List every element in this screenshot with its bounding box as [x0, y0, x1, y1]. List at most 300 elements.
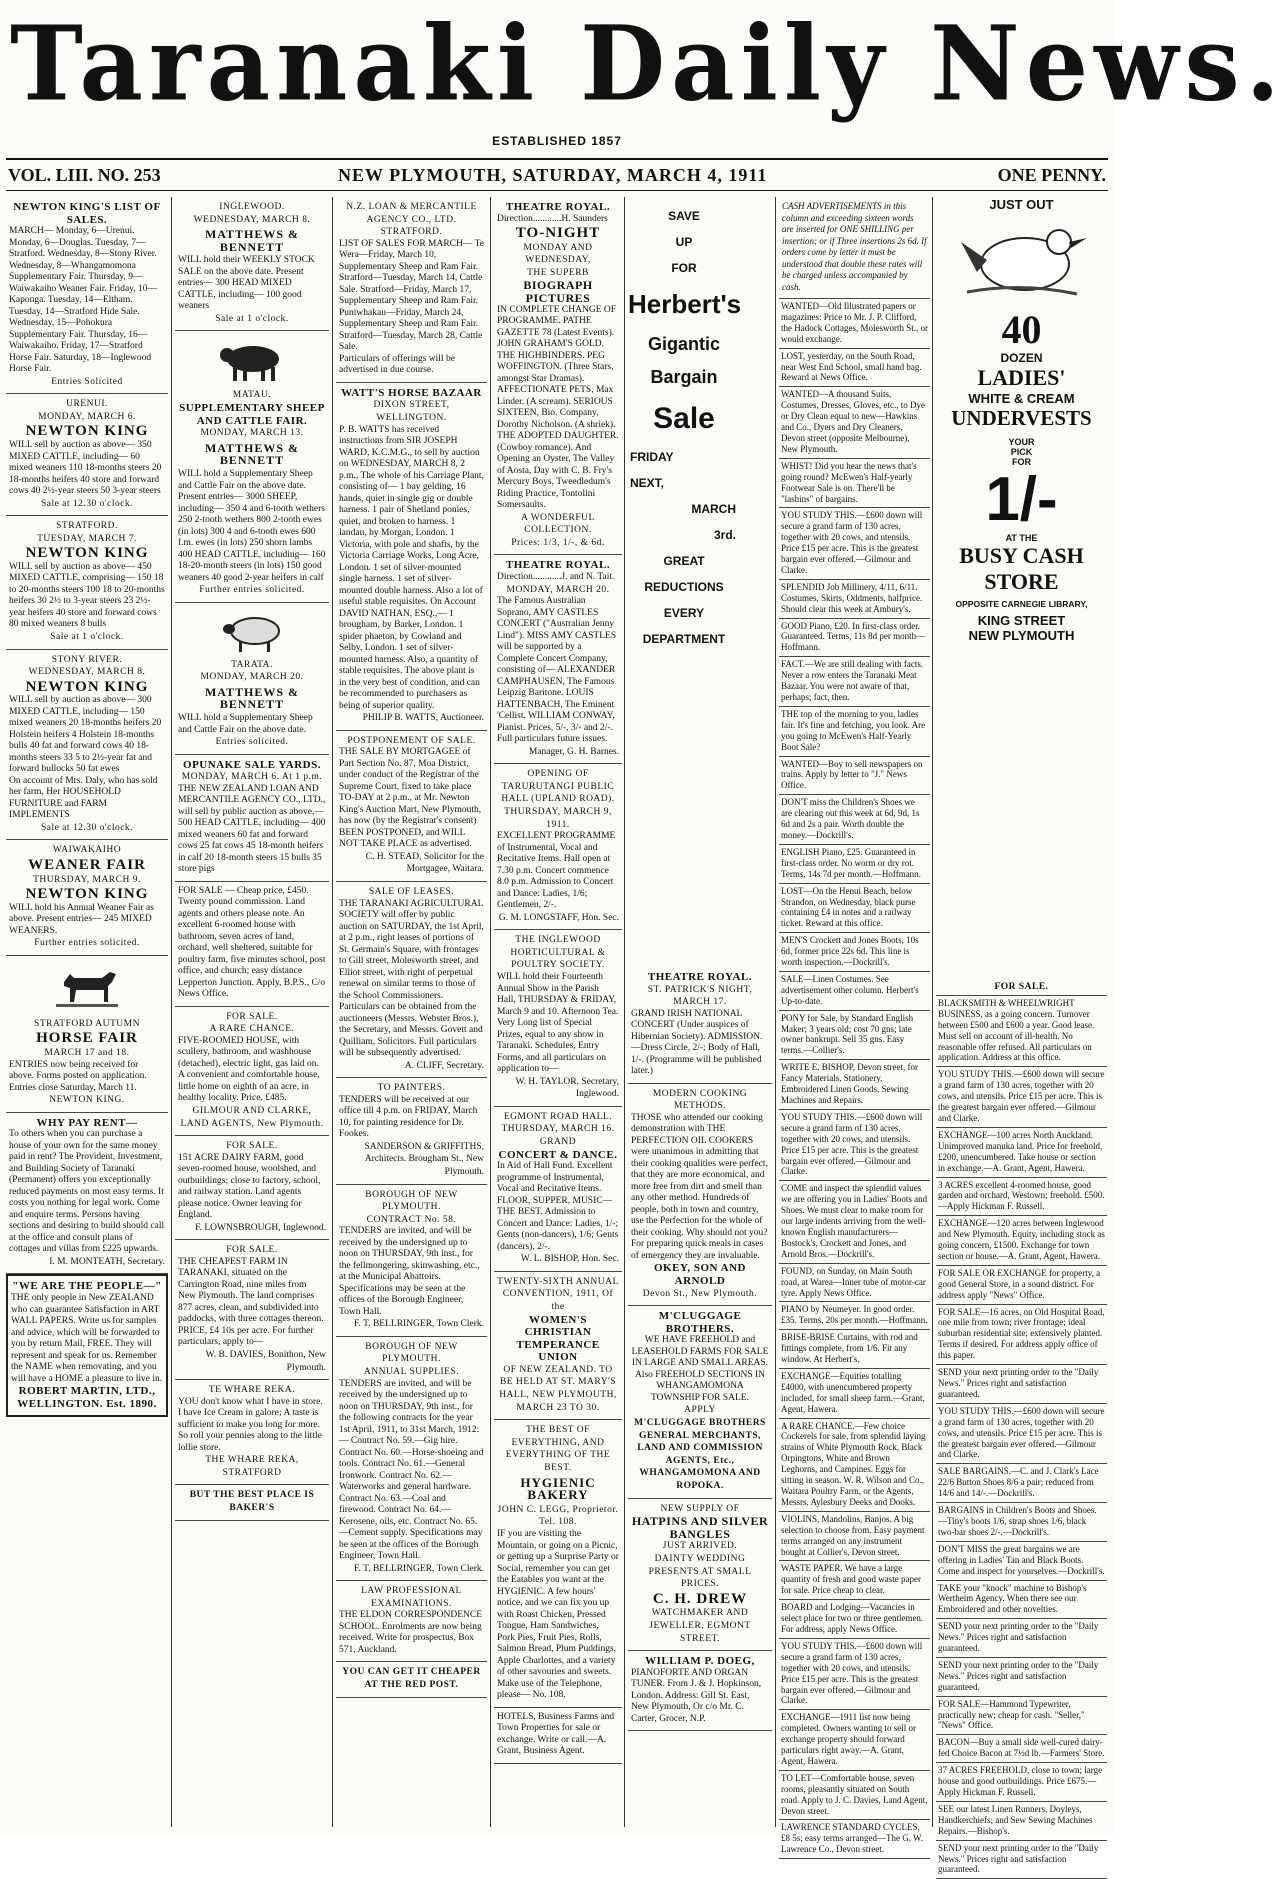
law-exams-ad — [336, 1581, 487, 1662]
red-post-ad — [336, 1662, 487, 1697]
classified-text: SEND your next printing order to the "Daily News." Prices right and satisfaction guaranteed. — [938, 1621, 1099, 1654]
classified-ad — [779, 299, 930, 349]
classified-text: FOR SALE OR EXCHANGE for property, a good General Store, in a sound district. For address apply "News" Office. — [938, 1267, 1101, 1300]
classified-ad — [779, 657, 930, 707]
ad-signature: ROBERT MARTIN, LTD., WELLINGTON. Est. 1890. — [17, 1385, 157, 1410]
classified-ad — [779, 1302, 930, 1330]
classified-ad — [779, 1419, 930, 1512]
ad-date: WEDNESDAY, MARCH 8. — [193, 214, 311, 225]
classified-text: ENGLISH Piano, £25. Guaranteed in first-class order. No worm or dry rot. Terms, 14s 7d per month.—Hoffmann. — [781, 846, 921, 879]
classified-ad — [779, 387, 930, 458]
classified-ad — [779, 795, 930, 845]
whare-reka-ad — [175, 1380, 329, 1485]
ad-body: TENDERS are invited, and will be received by the undersigned up to noon on THURSDAY, 9th inst., for the following contracts for the year 1st April, 1911, to 31st March, 1912:— Contract No. 59.—Gig hire. Contract No. 60.—Horse-shoeing and tools. Contract No. 61.—General Ironwork. Contract No. 62.—Waterworks and general hardware. Contract No. 63.—Coal and firewood. Contract No. 64.—Kerosene, oils, etc. Contract No. 65.—Cement supply. Specifications may be seen at the offices of the Borough Engineer, Town Hall. — [339, 1378, 484, 1562]
column-rule — [775, 197, 776, 1827]
classified-text: COME and inspect the splendid values we are offering you in Ladies' Boots and Shoes. We must clear to make room for our large indents arriving from the well-known English manufacturers—Bostock's, Crockett and Jones, and Arnold Bros.—Dockrill's. — [781, 1183, 928, 1259]
masthead-rule-top — [6, 158, 1108, 160]
ad-direction: Direction............J. and N. Tait. — [497, 572, 615, 583]
classified-ad — [936, 1841, 1107, 1879]
ad-body: ENTRIES now being received for above. Forms posted on application. Entries close Saturday, March 11. — [9, 1059, 147, 1093]
classified-text: PIANO by Neumeyer. In good order. £35. Terms, 20s per month.—Hoffmann. — [781, 1304, 928, 1326]
ad-body: In Aid of Hall Fund. Excellent programme of Instrumental, Vocal and Recitative Items. FLOOR, SUPPER, MUSIC—THE BEST. Admission to Concert and Dance: Ladies, 1/-; Gents (non-dancers), 1/6; Gents (dancers), 2/-. — [497, 1161, 619, 1252]
classified-ad — [936, 1266, 1107, 1305]
classified-ad — [936, 1619, 1107, 1658]
ad-body: The Famous Australian Soprano, AMY CASTLES CONCERT ("Australian Jenny Lind"). MISS AMY CASTLES will be supported by a Complete Concert Company, consisting of— ALEXANDER CAMPHAUSEN, The Famous Leipzig Baritone. LOUIS HATTENBACH, The Eminent 'Cellist. WILLIAM CONWAY, Pianist. Prices, 5/-, 3/- and 2/-. Full particulars future issues. — [497, 596, 617, 745]
ad-body: THE TARANAKI AGRICULTURAL SOCIETY will offer by public auction on SATURDAY, the 1st April, at 2 p.m., right leases of portions of St. Germain's Square, with frontages to Gill street, Molesworth street, and Elliot street, with right of perpetual renewal on similar terms to those of the School Commissioners. Particulars can be obtained from the auctioneers (Messrs. Webster Bros.), the Secretary, and Messrs. Govett and Quilliam, Solicitors. Full particulars will be subsequently advertised. — [339, 898, 484, 1059]
ad-subtitle: CONTRACT No. 58. — [366, 1214, 457, 1225]
classified-ad — [936, 1697, 1107, 1736]
classified-ad — [779, 459, 930, 509]
classified-text: 37 ACRES FREEHOLD, close to town; large house and good outbuildings. Price £675.—Apply Hickman F. Russell. — [938, 1765, 1103, 1797]
classified-text: YOU STUDY THIS.—£600 down will secure a grand farm of 130 acres, together with 20 cows, and utensils. Price £15 per acre. This is the greatest bargain ever offered.—Gilmour and Clarke. — [938, 1405, 1105, 1460]
ad-title: WATT'S HORSE BAZAAR — [341, 386, 482, 399]
classified-text: YOU STUDY THIS.—£600 down will secure a grand farm of 130 acres, together with 20 cows, and utensils. Price £15 per acre. This is the greatest bargain ever offered.—Gilmour and Clarke. — [781, 510, 923, 575]
herberts-sale-ad — [628, 197, 740, 967]
ad-direction: Direction............H. Saunders — [497, 213, 608, 224]
ad-heading: NEWTON KING'S LIST OF SALES. — [13, 201, 161, 226]
classified-text: LAWRENCE STANDARD CYCLES, £8 5s; easy terms arranged—The G. W. Lawrence Co., Devon street. — [781, 1822, 923, 1855]
classified-ad — [779, 1060, 930, 1110]
ad-body: THE SALE BY MORTGAGEE of Part Section No. 87, Moa District, under conduct of the Registrar of the Supreme Court, fixed to take place TO-DAY at 2 p.m., at Mr. Newton King's Auction Mart, New Plymouth, has now (by the Registrar's consent) BEEN POSTPONED, and WILL NOT TAKE PLACE as advertised. — [339, 747, 482, 850]
ad-note: Sale at 12.30 o'clock. — [40, 822, 134, 833]
ad-body: HOTELS, Business Farms and Town Properties for sale or exchange. Write or call.—A. Grant, Business Agent. — [497, 1711, 615, 1756]
classified-ad — [936, 1128, 1107, 1178]
classified-text: WASTE PAPER. We have a large quantity of fresh and good waste paper for sale. Price cheap to clear. — [781, 1563, 921, 1596]
st-patricks-concert — [628, 967, 772, 1084]
ad-title: FOR SALE. — [226, 1011, 278, 1022]
ad-heading: THE BEST OF EVERYTHING, AND EVERYTHING OF THE BEST. — [505, 1425, 611, 1474]
classified-ad — [779, 1512, 930, 1562]
classified-ad — [936, 1658, 1107, 1697]
ad-number: 40 — [1001, 307, 1042, 352]
ad-title: OPENING OF TARURUTANGI PUBLIC HALL (UPLAND ROAD). — [501, 769, 615, 805]
column-5 — [628, 967, 772, 1827]
ad-title: HYGIENIC BAKERY — [520, 1474, 596, 1503]
ad-signature: Manager, G. H. Barnes. — [528, 746, 619, 757]
herbert-ad-word: NEXT, — [630, 476, 665, 490]
inglewood-sale — [175, 197, 329, 331]
ad-prices: Prices: 1/3, 1/-, & 6d. — [511, 537, 605, 548]
auctioneer-name: MATTHEWS & BENNETT — [204, 440, 300, 468]
ad-body: TENDERS will be received at our office till 4 p.m. on FRIDAY, March 10, for painting residence for Dr. Fookes. — [339, 1094, 478, 1140]
ad-body: IF you are visiting the Mountain, or going on a Picnic, or getting up a Surprise Party or Social, remember you can get the Eatables you want at the HYGIENIC. A few hours' notice, and we can fix you up with Roast Chicken, Pressed Tongue, Ham Sandwiches, Pork Pies, Fruit Pies, Rolls, Salmon Bread, Plum Puddings, Apple Charlottes, and a variety of other savouries and sweets. Make use of the Telephone, please— No. 108. — [497, 1529, 619, 1700]
hygienic-bakery-ad — [494, 1420, 622, 1707]
ad-price: 1/- — [985, 465, 1058, 534]
classified-text: DON'T miss the Children's Shoes we are clearing out this week at 6d, 9d, 1s 6d and 2s a pair. Worth double the money.—Dockrill's. — [781, 797, 920, 840]
established-line: ESTABLISHED 1857 — [492, 134, 622, 148]
herbert-ad-word: GREAT — [663, 554, 705, 568]
column-rule — [332, 197, 333, 1827]
classified-ad — [936, 1763, 1107, 1802]
ad-heading: STRATFORD AUTUMN — [34, 1018, 140, 1029]
store-name: BUSY CASH — [959, 543, 1084, 568]
ad-date: MONDAY, MARCH 6. — [38, 411, 136, 422]
classified-ad — [936, 996, 1107, 1067]
classified-ad — [936, 1365, 1107, 1404]
store-address: NEW PLYMOUTH — [968, 628, 1075, 643]
newton-king-sales-list — [6, 197, 168, 394]
classified-ad — [936, 1581, 1107, 1620]
classified-text: FOUND, on Sunday, on Main South road, at Warea—Inner tube of motor-car tyre. Apply News Office. — [781, 1265, 926, 1298]
classified-text: FOR SALE—Hammond Typewriter, practically new; cheap for cash. "Seller," "News" Office. — [938, 1698, 1085, 1731]
ad-title: BOROUGH OF NEW PLYMOUTH. — [365, 1341, 458, 1365]
herbert-ad-word: Bargain — [650, 367, 718, 387]
classified-ad — [779, 933, 930, 972]
classified-text: GOOD Piano, £20. In first-class order. Guaranteed. Terms, 11s 8d per month—Hoffmann. — [781, 620, 926, 653]
auctioneer-name: MATTHEWS & BENNETT — [204, 684, 300, 712]
classified-ad — [779, 1561, 930, 1600]
ad-heading: TWENTY-SIXTH ANNUAL CONVENTION, 1911, Of the — [497, 1276, 619, 1312]
ad-note: Further entries solicited. — [34, 938, 140, 949]
for-sale-house — [175, 882, 329, 1007]
tarata-fair — [175, 603, 329, 755]
ad-headline: TO-NIGHT — [515, 225, 601, 242]
classified-text: BARGAINS in Children's Boots and Shoes.—Tiny's boots 1/6, strap shoes 1/6, black two-bar shoes 2/-.—Dockrill's. — [938, 1505, 1097, 1537]
ad-date: MONDAY, MARCH 6. At 1 p.m. — [181, 772, 323, 783]
weaner-fair — [6, 840, 168, 955]
ad-body: 151 ACRE DAIRY FARM, good seven-roomed house, woolshed, and outbuildings; close to factory, school, and railway station. Land agents please notice. Owner leaving for England. — [178, 1152, 321, 1221]
postponement-ad — [336, 731, 487, 882]
ad-title: FOR SALE. — [226, 1245, 278, 1256]
horse-fair — [6, 956, 168, 1113]
ad-date: MONDAY AND WEDNESDAY, — [523, 242, 593, 266]
ad-signature: C. H. STEAD, Solicitor for the Mortgagee, Waitara. — [365, 851, 484, 875]
auctioneer-name: MATTHEWS & BENNETT — [204, 227, 300, 254]
ad-note: Sale at 1 o'clock. — [215, 313, 289, 324]
ad-label: AT THE — [1005, 533, 1038, 543]
ad-body: YOU don't know what I have in store. I have Ice Cream in galore; A taste is sufficient to make you long for more. So roll your pennies along to the little lollie store. — [178, 1396, 323, 1453]
ad-signature: I. M. MONTEATH, Secretary. — [49, 1256, 165, 1267]
ad-headline: BIOGRAPH PICTURES — [523, 278, 593, 306]
ad-title: THEATRE ROYAL. — [505, 559, 611, 572]
ad-body: WILL hold his Annual Weaner Fair as above. Present entries— 245 MIXED WEANERS. — [9, 902, 154, 936]
ad-note: A WONDERFUL COLLECTION. — [521, 512, 595, 536]
ad-date: THURSDAY, MARCH 9, 1911. — [504, 807, 612, 830]
classified-text: MEN'S Crockett and Jones Boots, 10s 6d, former price 22s 6d. This line is worth inspection.—Dockrill's. — [781, 935, 919, 968]
ad-body: THE ELDON CORRESPONDENCE SCHOOL. Enrolments are now being received. Write for prospectus, Box 571, Auckland. — [339, 1610, 483, 1655]
classified-ad — [779, 349, 930, 388]
ad-date: WEDNESDAY, MARCH 8. — [28, 667, 146, 678]
classified-ad — [779, 1771, 930, 1821]
classified-text: WRITE E. BISHOP, Devon street, for Fancy Materials, Stationery, Embroidered Linen Goods, Sewing Machines and Repairs. — [781, 1062, 918, 1105]
ad-signature: W. B. DAVIES, Bonithon, New Plymouth. — [205, 1349, 326, 1373]
ad-date: TUESDAY, MARCH 7. — [37, 533, 137, 544]
dairy-farm-ad — [175, 1136, 329, 1240]
ad-body: WILL sell by auction as above— 300 MIXED CATTLE, including— 150 mixed weaners 20 18-months heifers 20 Holstein heifers 4 Holstein 18-months bulls 40 fat and forward cows 40 18-months steers 33 5 to 2½-year fat and forward bullocks 50 fat ewes — [9, 695, 162, 775]
piano-tuner-ad — [628, 1651, 772, 1731]
auctioneer-name: NEWTON KING — [25, 545, 149, 562]
classified-text: BOARD and Lodging—Vacancies in select place for two or three gentlemen. For address, apply News Office. — [781, 1602, 924, 1634]
classified-text: FACT.—We are still dealing with facts. Never a row enters the Taranaki Meat Bazaar. You were not aware of that, perhaps; fact, then. — [781, 659, 924, 702]
classified-ad — [779, 1011, 930, 1061]
classified-text: YOU STUDY THIS.—£600 down will secure a grand farm of 130 acres, together with 20 cows, and utensils. Price £15 per acre. This is the greatest bargain ever offered.—Gilmour and Clarke. — [781, 1111, 923, 1177]
volume-number: VOL. LIII. NO. 253 — [8, 165, 161, 185]
classified-text: BLACKSMITH & WHEELWRIGHT BUSINESS, as a going concern. Turnover between £500 and £600 a year. Good lease. Must sell on account of ill-health. No reasonable offer refused. All particulars on application. Address at this office. — [938, 997, 1095, 1063]
ad-body: MARCH— Monday, 6—Urenui. Monday, 6—Douglas. Tuesday, 7—Stratford. Wednesday, 8—Stony River. Wednesday, 8—Whangamomona Supplementary Fair. Thursday, 9—Waiwakaiho Weaner Fair. Friday, 10—Kaponga. Tuesday, 14—Eltham. Tuesday, 14—Stratford Hide Sale. Wednesday, 15—Pohokura Supplementary Fair. Thursday, 16—Waiwakaiho. Friday, 17—Stratford Horse Fair. Saturday, 18—Inglewood Horse Fair. — [9, 226, 158, 375]
ad-title: THE INGLEWOOD HORTICULTURAL & POULTRY SOCIETY. — [510, 935, 606, 971]
classified-text: THE top of the morning to you, ladies fair. It's fine and fetching, you look. Are you going to McEwen's Half-Yearly Boot Sale? — [781, 708, 926, 752]
ad-subtitle: A RARE CHANCE. — [209, 1024, 295, 1035]
ad-body: On account of Mrs. Daly, who has sold her farm, Her HOUSEHOLD FURNITURE and FARM IMPLEMENTS — [9, 775, 158, 821]
section-heading: FOR SALE. — [994, 982, 1049, 992]
classified-ad — [779, 884, 930, 934]
newspaper-title: Taranaki Daily News. — [10, 4, 1286, 125]
column-2 — [175, 197, 329, 1827]
ad-title: LAW PROFESSIONAL EXAMINATIONS. — [361, 1586, 462, 1609]
herbert-ad-word: REDUCTIONS — [644, 580, 724, 594]
classified-text: WANTED—Boy to sell newspapers on trains. Apply by letter to "J." News Office. — [781, 758, 923, 791]
ad-body: WILL hold a Supplementary Sheep and Cattle Fair on the above date. — [178, 713, 313, 735]
ad-signature: W. H. TAYLOR, Secretary, Inglewood. — [515, 1076, 619, 1100]
ad-signature: C. H. DREW — [652, 1590, 748, 1607]
classified-ad — [779, 972, 930, 1011]
ad-title: POSTPONEMENT OF SALE. — [347, 735, 476, 746]
classified-text: DON'T MISS the great bargains we are offering in Ladies' Tan and Black Boots. Come and inspect for yourselves.—Dockrill's. — [938, 1543, 1105, 1576]
ad-subtitle: JOHN C. LEGG, Proprietor. Tel. 108. — [497, 1504, 619, 1528]
ad-title: WHY PAY RENT— — [36, 1116, 138, 1129]
ad-title: YOU CAN GET IT CHEAPER AT THE RED POST. — [342, 1667, 481, 1691]
ad-title: OPUNAKE SALE YARDS. — [183, 758, 321, 771]
ad-heading: N.Z. LOAN & MERCANTILE AGENCY CO., LTD. — [346, 202, 477, 225]
ad-label: DOZEN — [1000, 351, 1043, 365]
bull-illustration — [215, 339, 289, 385]
borough-contract-ad — [336, 1185, 487, 1337]
ad-note: Sale at 12.30 o'clock. — [40, 498, 134, 509]
herbert-ad-word: UP — [675, 235, 693, 249]
ad-date: MONDAY, MARCH 20. — [506, 584, 610, 595]
ad-label: LADIES' — [977, 365, 1066, 390]
classified-ad — [779, 619, 930, 658]
classified-text: LOST—On the Henui Beach, below Strandon, on Wednesday, black purse containing £4 in notes and a railway ticket. Reward at this office. — [781, 885, 916, 929]
ad-body: WILL sell by auction as above— 350 MIXED CATTLE, including— 60 mixed weaners 110 18-months steers 20 18-months heifers 40 store and forward cows 40 2½-year steers 50 3-year steers — [9, 440, 162, 497]
bakers-ad — [175, 1485, 329, 1520]
ad-place: STRATFORD. — [380, 227, 443, 238]
ad-body: OF NEW ZEALAND. TO BE HELD AT ST. MARY'S HALL, NEW PLYMOUTH, MARCH 23 TO 30. — [499, 1364, 617, 1413]
classified-text: EXCHANGE—Equities totalling £4000, with unencumbered property included, for small sheep farm.—Grant, Agent, Hawera. — [781, 1370, 925, 1414]
classified-ad — [936, 1735, 1107, 1763]
ad-subtitle: THE SUPERB — [527, 267, 589, 278]
ad-place: WAIWAKAIHO — [52, 845, 122, 856]
sheep-illustration — [217, 611, 287, 655]
rare-chance-ad — [175, 1007, 329, 1136]
classified-ad — [779, 1264, 930, 1303]
ad-body: WE HAVE FREEHOLD and LEASEHOLD FARMS FOR SALE IN LARGE AND SMALL AREAS. Also FREEHOLD SECTIONS IN WHANGAMOMONA TOWNSHIP FOR SALE. — [631, 1335, 769, 1403]
herbert-ad-word: MARCH — [691, 502, 736, 516]
classified-text: EXCHANGE—120 acres between Inglewood and New Plymouth. Equity, including stock as going concern, £1500. Exchange for town section or house.—A. Grant, Agent, Hawera. — [938, 1218, 1105, 1261]
urenui-sale — [6, 394, 168, 516]
ad-date: MARCH 17 and 18. — [44, 1048, 130, 1059]
ad-headline: CONCERT & DANCE. — [498, 1148, 618, 1161]
ad-body: DAINTY WEDDING PRESENTS AT SMALL PRICES. — [648, 1553, 752, 1590]
ad-body: To others when you can purchase a house of your own for the same money paid in rent? The Provident, Investment, and Building Society of Taranaki (Permanent) offers you exceptionally reduced payments on most easy terms. It costs you nothing for legal work. Come and enquire terms. Persons having sections and desiring to build should call at the office and consult plans of cottages and villas from £225 upwards. — [9, 1129, 165, 1255]
classified-text: LOST, yesterday, on the South Road, near West End School, small hand bag. Reward at News Office. — [781, 350, 922, 383]
ad-place: STRATFORD. — [56, 521, 118, 532]
store-address: KING STREET — [977, 613, 1066, 628]
masthead-rule-bottom — [6, 190, 1108, 191]
classified-text: TAKE your "knock" machine to Bishop's Wertheim Agency. When there see our Embroidered and other novelties. — [938, 1582, 1087, 1615]
classified-text: EXCHANGE—1911 list now being completed. Owners wanting to sell or exchange property should forward particulars right away.—A. Grant, Agent, Hawera. — [781, 1712, 916, 1766]
herbert-ad-word: FOR — [671, 261, 697, 275]
column-6 — [779, 197, 930, 1855]
column-rule — [171, 197, 172, 1827]
ad-place: INGLEWOOD. — [219, 202, 285, 212]
ad-signature: W. L. BISHOP, Hon. Sec. — [520, 1254, 619, 1265]
classified-text: YOU STUDY THIS.—£600 down will secure a grand farm of 130 acres, together with 20 cows, and utensils. Price £15 per acre. This is the greatest bargain ever offered.—Gilmour and Clarke. — [781, 1640, 923, 1706]
ad-title: THEATRE ROYAL. — [505, 201, 611, 213]
ad-title: TE WHARE REKA. — [208, 1385, 296, 1396]
ad-body: WILL hold their Fourteenth Annual Show in the Parish Hall, THURSDAY & FRIDAY, March 9 and 10. Afternoon Tea. Very Long list of Special Prizes, equal to any show in Taranaki. Schedules, Entry Forms, and all particulars on application to— — [497, 972, 619, 1075]
ad-body: THE CHEAPEST FARM IN TARANAKI, situated on the Carrington Road, nine miles from New Plymouth. The land comprises 877 acres, clean, and subdivided into paddocks, with three cottages thereon. PRICE, £4 10s per acre. For further particulars, apply to— — [178, 1256, 324, 1348]
theatre-royal-pictures — [494, 197, 622, 555]
classified-ad — [779, 1639, 930, 1710]
ad-title: BUT THE BEST PLACE IS BAKER'S — [189, 1490, 315, 1513]
poultry-society-ad — [494, 930, 622, 1106]
ad-date: THURSDAY, MARCH 16. — [501, 1124, 615, 1135]
ad-note: Sale at 1 o'clock. — [50, 631, 124, 642]
ad-body: WILL hold their WEEKLY STOCK SALE on the above date. Present entries— 300 HEAD MIXED CATTLE, including— 100 good weaners — [178, 255, 315, 312]
stratford-sale — [6, 516, 168, 649]
ad-date: THURSDAY, MARCH 9. — [33, 874, 141, 885]
store-address: OPPOSITE CARNEGIE LIBRARY, — [955, 599, 1088, 609]
classified-ad — [779, 757, 930, 796]
bird-illustration — [947, 212, 1097, 304]
classified-text: WANTED—Old Illustrated papers or magazines: Price to Mr. J. P. Clifford, the Hadock Cottages, Molesworth St., or would exchange. — [781, 301, 928, 344]
ad-signature: M'CLUGGAGE BROTHERS GENERAL MERCHANTS, LAND AND COMMISSION AGENTS, Etc., WHANGAMOMONA AND ROPOKA. — [634, 1418, 766, 1491]
ad-signature: OKEY, SON AND ARNOLD — [654, 1262, 746, 1288]
classified-ad — [936, 1178, 1107, 1217]
ad-title: THEATRE ROYAL. — [647, 971, 753, 983]
ad-body: THOSE who attended our cooking demonstration with THE PERFECTION OIL COOKERS were unanimous in admitting that their cooking qualities were perfect, that they are more economical, and more free from dirt and smell than any other method. Hundreds of people, both in town and country, use the Perfection for the whole of their cooking. Why should not you? For preparing quick meals in cases of emergency they are invaluable. — [631, 1112, 768, 1261]
ad-label: FOR — [1012, 457, 1031, 467]
ad-title: "WE ARE THE PEOPLE—" — [12, 1280, 162, 1293]
ad-body: IN COMPLETE CHANGE OF PROGRAMME. PATHE GAZETTE 78 (Latest Events). JOHN GRAHAM'S GOLD. THE HIGHBINDERS. PEG WOFFINGTON. (Three Stars, amongst Star Dramas). AFFECTIONATE PETS, Max Linder. (A scream). SERIOUS SIXTEEN, Bio. Company, Dorothy Nicholson. (A shriek). THE ADOPTED DAUGHTER. (Cowboy romance). And Opening an Oyster, The Valley of Aosta, Day with C. B. Fry's Mercury Boys, Tweedledum's Riding Practice, Tontolini Somersaults. — [497, 304, 619, 511]
classified-ad — [779, 1181, 930, 1263]
ad-signature: A. CLIFF, Secretary. — [404, 1060, 484, 1071]
column-4 — [494, 197, 622, 1827]
ad-title: WILLIAM P. DOEG, — [645, 1655, 755, 1668]
classified-text: VIOLINS, Mandolins, Banjos. A big selection to choose from. Easy payment terms arranged on any instrument bought at Collier's, Devon street. — [781, 1513, 925, 1557]
ad-signature: THE WHARE REKA, STRATFORD — [205, 1455, 299, 1478]
amy-castles-concert — [494, 555, 622, 764]
ad-body: PIANOFORTE AND ORGAN TUNER. From J. & J. Hopkinson, London. Address: Gill St. East, New Plymouth, Or c/o Mr. C. Carter, Grocer, N.P. — [631, 1667, 762, 1724]
place-date: NEW PLYMOUTH, SATURDAY, MARCH 4, 1911 — [338, 165, 768, 185]
ad-body: FOR SALE — Cheap price, £450. Twenty pound commission. Land agents and others please note. An excellent 6-roomed house with bathroom, seven acres of land, orchard, well sheltered, suitable for poultry farm, five minutes school, post office, and church; easy distance Lepperton Junction. Apply, B.P.S., C/o News Office. — [178, 885, 326, 1000]
ad-subtitle: JUST ARRIVED. — [662, 1541, 738, 1552]
ad-address: Devon St., New Plymouth. — [642, 1288, 758, 1299]
column-rule — [932, 197, 933, 1827]
classified-text: 3 ACRES excellent 4-roomed house, good garden and orchard, Westown; freehold. £500.—Apply Hickman F. Russell. — [938, 1179, 1105, 1212]
herbert-ad-word: Sale — [653, 402, 715, 435]
nz-loan-sales — [336, 197, 487, 383]
classified-text: TO LET—Comfortable house, seven rooms, pleasantly situated on South road. Apply to J. C. Davies, Land Agent, Devon street. — [781, 1772, 928, 1816]
building-society-ad — [6, 1113, 168, 1275]
classified-text: BRISE-BRISE Curtains, with rod and fittings complete, from 1/6. Fit any window. At Herbert's. — [781, 1332, 918, 1365]
ad-body: FIVE-ROOMED HOUSE, with scullery, bathroom, and washhouse (detached), electric light, gas laid on. A convenient and comfortable house, little home on eighth of an acre, in healthy locality. Price, £485. — [178, 1035, 320, 1104]
ad-title: SALE OF LEASES. — [368, 886, 455, 897]
ad-body: CASH ADVERTISEMENTS in this column and exceeding sixteen words are inserted for ONE SHILLING per insertion; or if Three insertions 2s 6d. If orders come by letter it must be understood that double these rates will be charged unless accompanied by cash. — [782, 201, 927, 292]
ad-body: LIST OF SALES FOR MARCH— Te Wera—Friday, March 10, Supplementary Sheep and Ram Fair. Stratford—Tuesday, March 14, Cattle Sale. Stratford—Friday, March 17, Supplementary Sheep and Ram Fair. Puniwhakau—Friday, March 24, Supplementary Sheep and Ram Fair. Stratford—Tuesday, March 28, Cattle Sale. — [339, 238, 484, 353]
classified-text: YOU STUDY THIS.—£600 down will secure a grand farm of 130 acres, together with 20 cows, and utensils. Price £15 per acre. This is the greatest bargain ever offered.—Gilmour and Clarke. — [938, 1069, 1105, 1123]
ad-place: TARATA. — [231, 659, 273, 670]
ad-title: HATPINS AND SILVER BANGLES — [631, 1514, 769, 1541]
annual-supplies-ad — [336, 1337, 487, 1581]
classified-text: EXCHANGE—100 acres North Auckland. Unimproved manuka land. Price for freehold, £200, unencumbered. Take house or section in exchange.—A. Grant, Agent, Hawera. — [938, 1129, 1103, 1173]
classified-ad — [936, 1067, 1107, 1128]
ad-place: URENUI. — [66, 399, 108, 410]
cheapest-farm-ad — [175, 1240, 329, 1380]
ad-body: GRAND IRISH NATIONAL CONCERT (Under auspices of Hibernian Society). ADMISSION.—Dress Circle, 2/-; Body of Hall, 1/-. (Programme will be published later.) — [631, 1008, 763, 1077]
ad-address: WATCHMAKER AND JEWELLER, EGMONT STREET. — [649, 1608, 751, 1644]
ad-label: YOUR — [1008, 437, 1035, 447]
herbert-ad-word: EVERY — [663, 606, 705, 620]
herbert-ad-word: SAVE — [668, 209, 700, 223]
ad-note: Entries solicited. — [215, 737, 289, 747]
wctu-convention — [494, 1272, 622, 1421]
ad-signature: PHILIP B. WATTS, Auctioneer. — [362, 713, 484, 724]
ad-label: UNDERVESTS — [951, 406, 1092, 430]
ad-label: JUST OUT — [989, 197, 1054, 212]
classified-ad — [779, 508, 930, 579]
classified-ad — [936, 1216, 1107, 1266]
column-7 — [936, 980, 1107, 1875]
masthead — [0, 0, 1286, 160]
classified-ad — [779, 1600, 930, 1639]
ad-date: MONDAY, MARCH 13. — [200, 428, 304, 439]
ad-signature: F. T. BELLRINGER, Town Clerk. — [354, 1319, 484, 1330]
classified-ad — [936, 1802, 1107, 1841]
herbert-ad-word: 3rd. — [713, 528, 736, 542]
ad-title: EGMONT ROAD HALL. — [503, 1111, 613, 1122]
price: ONE PENNY. — [997, 165, 1106, 185]
busy-cash-store-ad — [935, 197, 1108, 643]
ad-place: STONY RIVER. — [51, 654, 123, 665]
sale-of-leases-ad — [336, 882, 487, 1078]
ad-title: TO PAINTERS. — [377, 1083, 446, 1094]
column-rule — [624, 197, 625, 1827]
cash-ads-notice — [779, 197, 930, 299]
column-3 — [336, 197, 487, 1827]
ad-body: THE NEW ZEALAND LOAN AND MERCANTILE AGENCY CO., LTD., will sell by public auction as above,— 500 HEAD CATTLE, including— 400 mixed weaners 60 fat and forward cows 25 fat cows 45 18-month heifers in calf 20 18-month steers 15 bulls 35 store pigs — [178, 783, 326, 875]
classified-text: SEND your next printing order to the "Daily News." Prices right and satisfaction guaranteed. — [938, 1659, 1099, 1692]
herbert-ad-word: Gigantic — [647, 334, 720, 354]
classified-text: WHIST! Did you hear the news that's going round? McEwen's Half-yearly Footwear Sale is on. There'll be "lashins" of bargains. — [781, 460, 917, 504]
column-rule — [490, 197, 491, 1827]
mccluggage-ad — [628, 1306, 772, 1498]
stony-river-sale — [6, 650, 168, 841]
ad-body: P. B. WATTS has received instructions from SIR JOSEPH WARD, K.C.M.G., to sell by auction on WEDNESDAY, MARCH 8, 2 p.m., The whole of his Carriage Plant, consisting of— 1 bay gelding, 16 hands, quiet in single gig or double harness. 1 pair of Shetland ponies, quiet, and broken to harness. 1 landau, by Morgan, London. 1 Victoria, with pole and shafts, by the Victoria Carriage Works, Long Acre, London. 1 set of silver-mounted single harness. 1 set of silver-mounted double harness. Also a lot of useful stable requisites. On Account DAVID NATHAN, ESQ.,— 1 brougham, by Barker, London. 1 spider phaeton, by Cowland and Selby, London. 1 set of silver-mounted harness. Also, a quantity of stable requisites. The above plant is in the very best of condition, and can be recommended to purchasers as being of superior quality. — [339, 424, 484, 711]
ad-body: WILL hold a Supplementary Sheep and Cattle Fair on the above date. Present entries— 3000 SHEEP, including— 350 4 and 6-tooth wethers 250 2-tooth wethers 800 2-tooth ewes (in lots) 300 4 and 6-tooth ewes 600 f.m. ewes (in lots) 250 shorn lambs 400 HEAD CATTLE, including— 160 18-20-month steers (in lots) 150 good weaners 40 good 2-year heifers in calf — [178, 469, 326, 583]
ad-body: TENDERS are invited, and will be received by the undersigned up to noon on THURSDAY, 9th inst., for the fellmongering, skinwashing, etc., at the Municipal Abattoirs. Specifications may be seen at the offices of the Borough Engineer, Town Hall. — [339, 1226, 480, 1317]
ad-subtitle: ANNUAL SUPPLIES. — [363, 1367, 460, 1378]
classified-ad — [936, 1503, 1107, 1542]
ad-title: SUPPLEMENTARY SHEEP AND CATTLE FAIR. — [179, 402, 325, 427]
horse-illustration — [52, 964, 122, 1014]
ad-place: MATAU. — [232, 390, 272, 401]
hotels-ad — [494, 1708, 622, 1764]
classified-ad — [936, 1542, 1107, 1581]
ad-place: DIXON STREET, WELLINGTON. — [373, 400, 450, 423]
horse-bazaar-ad — [336, 383, 487, 731]
classified-text: FOR SALE—16 acres, on Old Hospital Road, one mile from town; river frontage; ideal suburban residential site; extensively planted. Terms if desired. For address apply office of this paper. — [938, 1306, 1105, 1361]
auctioneer-name: NEWTON KING — [25, 886, 149, 903]
classified-ad — [779, 845, 930, 884]
ad-note: Further entries solicited. — [199, 585, 305, 596]
classified-text: SEND your next printing order to the "Daily News." Prices right and satisfaction guaranteed. — [938, 1842, 1099, 1875]
ad-title: HORSE FAIR — [36, 1030, 138, 1047]
classified-text: SEE our latest Linen Runners, Doyleys, Handkerchiefs; and Sew Sewing Machines Repairs.—Bishop's. — [938, 1803, 1093, 1836]
ad-title: BOROUGH OF NEW PLYMOUTH. — [365, 1189, 458, 1213]
ad-subtitle: GRAND — [539, 1136, 577, 1147]
